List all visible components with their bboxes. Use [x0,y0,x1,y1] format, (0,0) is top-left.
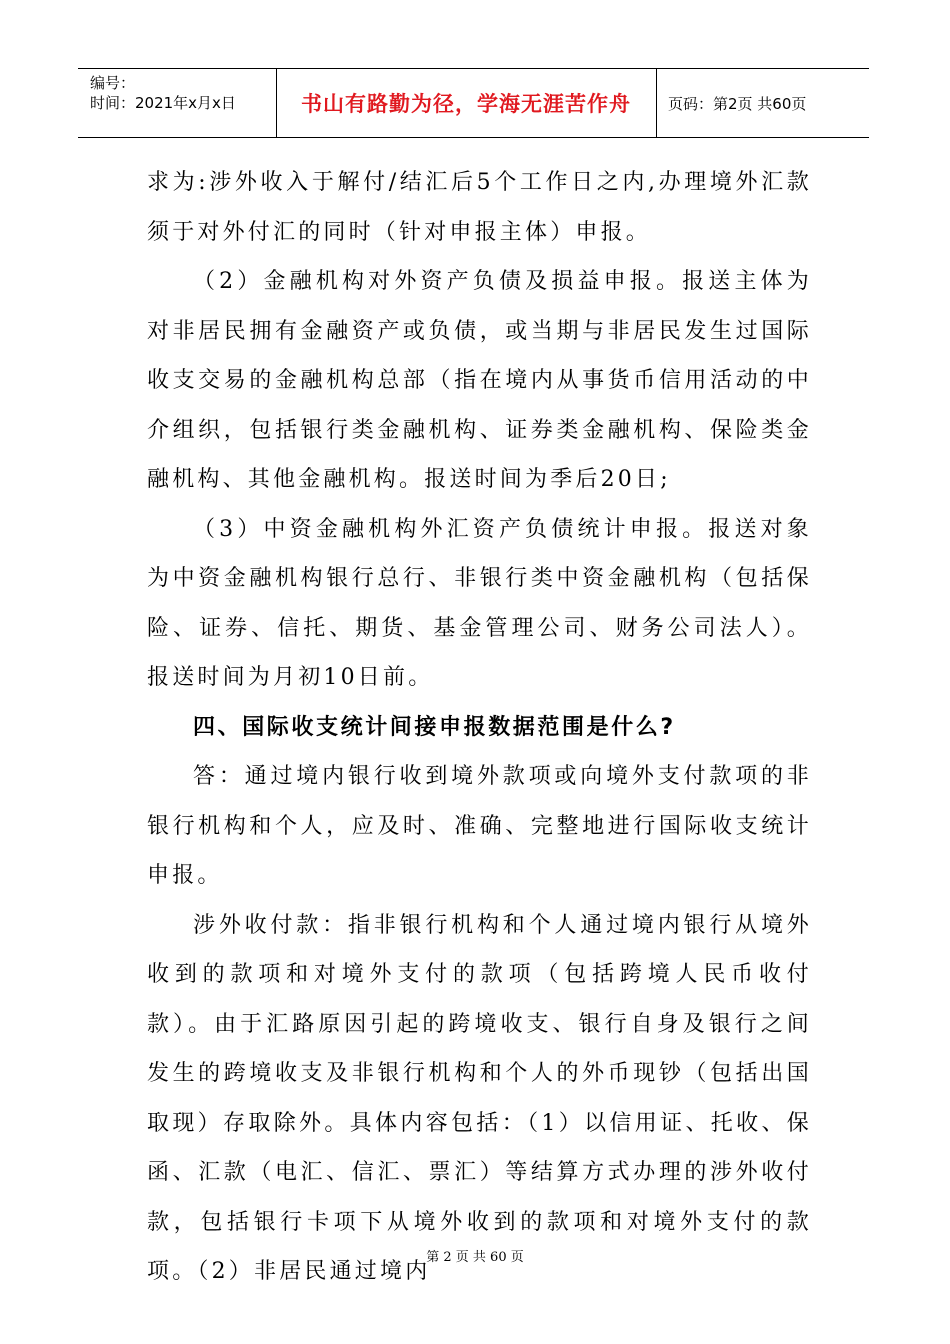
document-number-label: 编号： [90,74,136,92]
paragraph: （3）中资金融机构外汇资产负债统计申报。报送对象为中资金融机构银行总行、非银行类中资金融机构（包括保险、证券、信托、期货、基金管理公司、财务公司法人）。报送时间为月初10日前。 [147,516,812,690]
document-date: 时间：2021年x月x日 [90,94,236,112]
paragraph: 求为:涉外收入于解付/结汇后5个工作日之内,办理境外汇款须于对外付汇的同时（针对申报主体）申报。 [147,170,812,245]
header-motto: 书山有路勤为径，学海无涯苦作舟 [301,92,631,116]
paragraph: 答：通过境内银行收到境外款项或向境外支付款项的非银行机构和个人，应及时、准确、完整地进行国际收支统计申报。 [147,764,812,888]
paragraph: （2）金融机构对外资产负债及损益申报。报送主体为对非居民拥有金融资产或负债，或当期与非居民发生过国际收支交易的金融机构总部（指在境内从事货币信用活动的中介组织，包括银行类金融机构、证券类金融机构、保险类金融机构、其他金融机构。报送时间为季后20日; [147,269,812,492]
header-divider [656,69,657,137]
section-heading: 四、国际收支统计间接申报数据范围是什么? [193,714,676,740]
header-page-info: 页码：第2页 共60页 [668,95,807,113]
paragraph: 涉外收付款：指非银行机构和个人通过境内银行从境外收到的款项和对境外支付的款项（包括跨境人民币收付款）。由于汇路原因引起的跨境收支、银行自身及银行之间发生的跨境收支及非银行机构和个人的外币现钞（包括出国取现）存取除外。具体内容包括：（1）以信用证、托收、保函、汇款（电汇、信汇、票汇）等结算方式办理的涉外收付款，包括银行卡项下从境外收到的款项和对境外支付的款项。（2）非居民通过境内 [147,912,812,1284]
page-footer: 第 2 页 共 60 页 [426,1250,524,1265]
document-body [147,158,812,1297]
page-header [78,68,869,138]
header-meta [90,73,236,113]
